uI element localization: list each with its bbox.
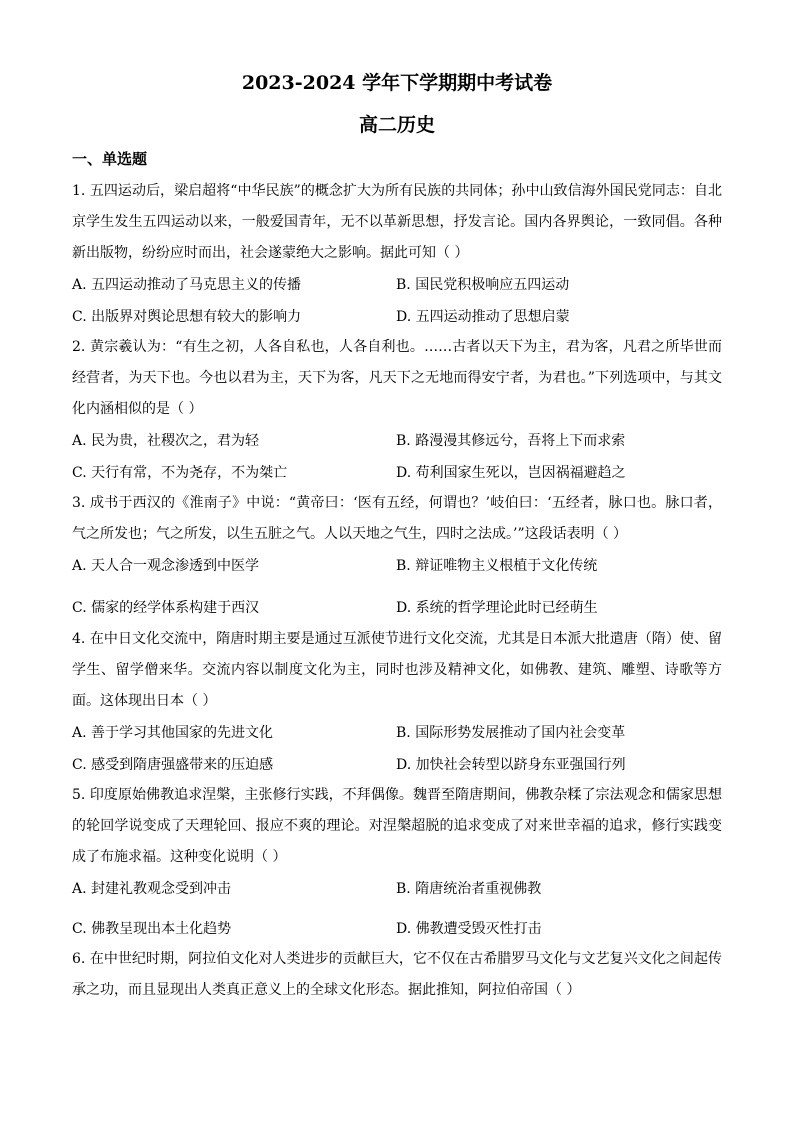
section-heading: 一、单选题 <box>72 150 148 168</box>
question-2-stem: 2. 黄宗羲认为：“有生之初，人各自私也，人各自利也。……古者以天下为主，君为客，凡君之所毕世而经营者，为天下也。今也以君为主，天下为客，凡天下之无地而得安宁者，为君也。”下列选项中，与其文化内涵相似的是（ ） <box>72 339 722 417</box>
question-4-option-a: A. 善于学习其他国家的先进文化 <box>72 725 274 741</box>
question-3-option-d: D. 系统的哲学理论此时已经萌生 <box>396 600 598 616</box>
question-5-stem: 5. 印度原始佛教追求涅槃，主张修行实践，不拜偶像。魏晋至隋唐期间，佛教杂糅了宗法观念和儒家思想的轮回学说变成了天理轮回、报应不爽的理论。对涅槃超脱的追求变成了对来世幸福的追求，修行实践变成了布施求福。这种变化说明（ ） <box>72 787 722 865</box>
question-6-stem: 6. 在中世纪时期，阿拉伯文化对人类进步的贡献巨大，它不仅在古希腊罗马文化与文艺复兴文化之间起传承之功，而且显现出人类真正意义上的全球文化形态。据此推知，阿拉伯帝国（ ） <box>72 951 722 998</box>
question-2-option-c: C. 天行有常，不为尧存，不为桀亡 <box>72 465 288 481</box>
question-3-option-b: B. 辩证唯物主义根植于文化传统 <box>396 558 598 574</box>
exam-title: 2023-2024 学年下学期期中考试卷 <box>241 72 553 94</box>
question-1-stem: 1. 五四运动后，梁启超将“中华民族”的概念扩大为所有民族的共同体；孙中山致信海外国民党同志：自北京学生发生五四运动以来，一般爱国青年，无不以革新思想，抒发言论。国内各界舆论，一致同倡。各种新出版物，纷纷应时而出，社会遂蒙绝大之影响。据此可知（ ） <box>72 183 722 261</box>
question-3-option-a: A. 天人合一观念渗透到中医学 <box>72 558 260 574</box>
question-1-option-a: A. 五四运动推动了马克思主义的传播 <box>72 277 302 293</box>
question-4-option-b: B. 国际形势发展推动了国内社会变革 <box>396 725 626 741</box>
question-3-option-c: C. 儒家的经学体系构建于西汉 <box>72 600 260 616</box>
question-5-option-c: C. 佛教呈现出本土化趋势 <box>72 921 232 937</box>
question-1-option-b: B. 国民党积极响应五四运动 <box>396 277 570 293</box>
question-2-option-b: B. 路漫漫其修远兮，吾将上下而求索 <box>396 433 626 449</box>
question-1-option-d: D. 五四运动推动了思想启蒙 <box>396 309 570 325</box>
question-4-option-d: D. 加快社会转型以跻身东亚强国行列 <box>396 757 626 773</box>
question-3-stem: 3. 成书于西汉的《淮南子》中说：“黄帝曰：‘医有五经，何谓也？’岐伯曰：‘五经者，脉口也。脉口者，气之所发也；气之所发，以生五脏之气。人以天地之气生，四时之法成。’”这段话表明（ ） <box>72 495 722 542</box>
question-4-stem: 4. 在中日文化交流中，隋唐时期主要是通过互派使节进行文化交流，尤其是日本派大批遣唐（隋）使、留学生、留学僧来华。交流内容以制度文化为主，同时也涉及精神文化，如佛教、建筑、雕塑、诗歌等方面。这体现出日本（ ） <box>72 631 722 709</box>
question-1-option-c: C. 出版界对舆论思想有较大的影响力 <box>72 309 302 325</box>
question-4-option-c: C. 感受到隋唐强盛带来的压迫感 <box>72 757 274 773</box>
question-5-option-b: B. 隋唐统治者重视佛教 <box>396 881 542 897</box>
exam-subject: 高二历史 <box>358 114 435 136</box>
question-2-option-d: D. 苟利国家生死以，岂因祸福避趋之 <box>396 465 626 481</box>
question-5-option-d: D. 佛教遭受毁灭性打击 <box>396 921 542 937</box>
question-2-option-a: A. 民为贵，社稷次之，君为轻 <box>72 433 260 449</box>
question-5-option-a: A. 封建礼教观念受到冲击 <box>72 881 232 897</box>
